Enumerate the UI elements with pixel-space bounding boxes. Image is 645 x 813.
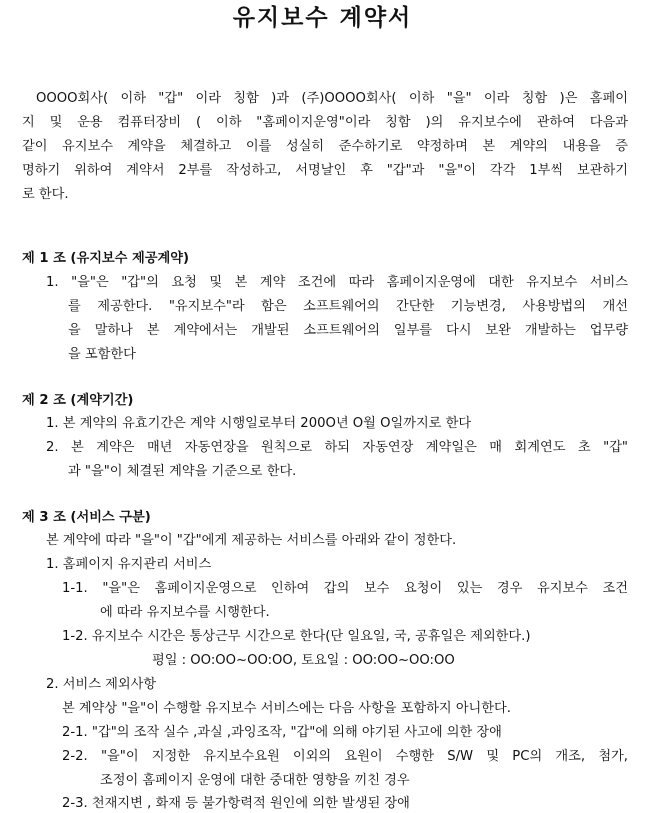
intro-line: OOOO회사( 이하 "갑" 이라 칭함 )과 (주)OOOO회사( 이하 "을" 이라 칭함 )은 홈페이 bbox=[36, 91, 628, 106]
document-title: 유지보수 계약서 bbox=[232, 5, 413, 31]
article-3-line: 1-2. 유지보수 시간은 통상근무 시간으로 한다(단 일요일, 국, 공휴일은 제외한다.) bbox=[62, 629, 531, 644]
article-2-heading: 제 2 조 (계약기간) bbox=[22, 393, 134, 408]
article-3-heading: 제 3 조 (서비스 구분) bbox=[22, 510, 151, 525]
intro-line: 로 한다. bbox=[22, 187, 69, 202]
article-3-line: 1-1. "을"은 홈페이지운영으로 인하여 갑의 보수 요청이 있는 경우 유지보수 조건 bbox=[62, 581, 628, 596]
article-3-line: 1. 홈페이지 유지관리 서비스 bbox=[46, 557, 212, 572]
article-2-line: 2. 본 계약은 매년 자동연장을 원칙으로 하되 자동연장 계약일은 매 회계연도 초 "갑" bbox=[46, 440, 628, 455]
article-3-line: 2-3. 천재지변 , 화재 등 불가항력적 원인에 의한 발생된 장애 bbox=[62, 796, 410, 811]
article-1-heading: 제 1 조 (유지보수 제공계약) bbox=[22, 251, 189, 266]
article-2-line: 과 "을"이 체결된 계약을 기준으로 한다. bbox=[68, 464, 297, 479]
article-3-line: 조정이 홈페이지 운영에 대한 중대한 영향을 끼친 경우 bbox=[100, 773, 410, 788]
intro-line: 명하기 위하여 계약서 2부를 작성하고, 서명날인 후 "갑"과 "을"이 각각 1부씩 보관하기 bbox=[22, 163, 628, 178]
article-1-line: 을 말하나 본 계약에서는 개발된 소프트웨어의 일부를 다시 보완 개발하는 업무량 bbox=[68, 323, 628, 338]
article-1-line: 을 포함한다 bbox=[68, 347, 136, 362]
article-3-line: 2-2. "을"이 지정한 유지보수요원 이외의 요원이 수행한 S/W 및 PC의 개조, 첨가, bbox=[62, 749, 628, 764]
article-1-line: 를 제공한다. "유지보수"라 함은 소프트웨어의 간단한 기능변경, 사용방법의 개선 bbox=[68, 299, 628, 314]
article-3-line: 2. 서비스 제외사항 bbox=[46, 677, 157, 692]
intro-line: 같이 유지보수 계약을 체결하고 이를 성실히 준수하기로 약정하며 본 계약의 내용을 증 bbox=[22, 139, 628, 154]
article-3-line: 에 따라 유지보수를 시행한다. bbox=[100, 605, 270, 620]
intro-line: 지 및 운용 컴퓨터장비 ( 이하 "홈페이지운영"이라 칭함 )의 유지보수에 관하여 다음과 bbox=[22, 115, 628, 130]
article-3-line: 평일 : OO:OO~OO:OO, 토요일 : OO:OO~OO:OO bbox=[152, 653, 455, 668]
article-2-line: 1. 본 계약의 유효기간은 계약 시행일로부터 200O년 O월 O일까지로 한다 bbox=[46, 416, 472, 431]
article-3-line: 2-1. "갑"의 조작 실수 ,과실 ,과잉조작, "갑"에 의해 야기된 사고에 의한 장애 bbox=[62, 725, 502, 740]
article-1-line: 1. "을"은 "갑"의 요청 및 본 계약 조건에 따라 홈페이지운영에 대한 유지보수 서비스 bbox=[46, 275, 628, 290]
article-3-line: 본 계약상 "을"이 수행할 유지보수 서비스에는 다음 사항을 포함하지 아니한다. bbox=[62, 701, 511, 716]
article-3-line: 본 계약에 따라 "을"이 "갑"에게 제공하는 서비스를 아래와 같이 정한다. bbox=[46, 533, 457, 548]
